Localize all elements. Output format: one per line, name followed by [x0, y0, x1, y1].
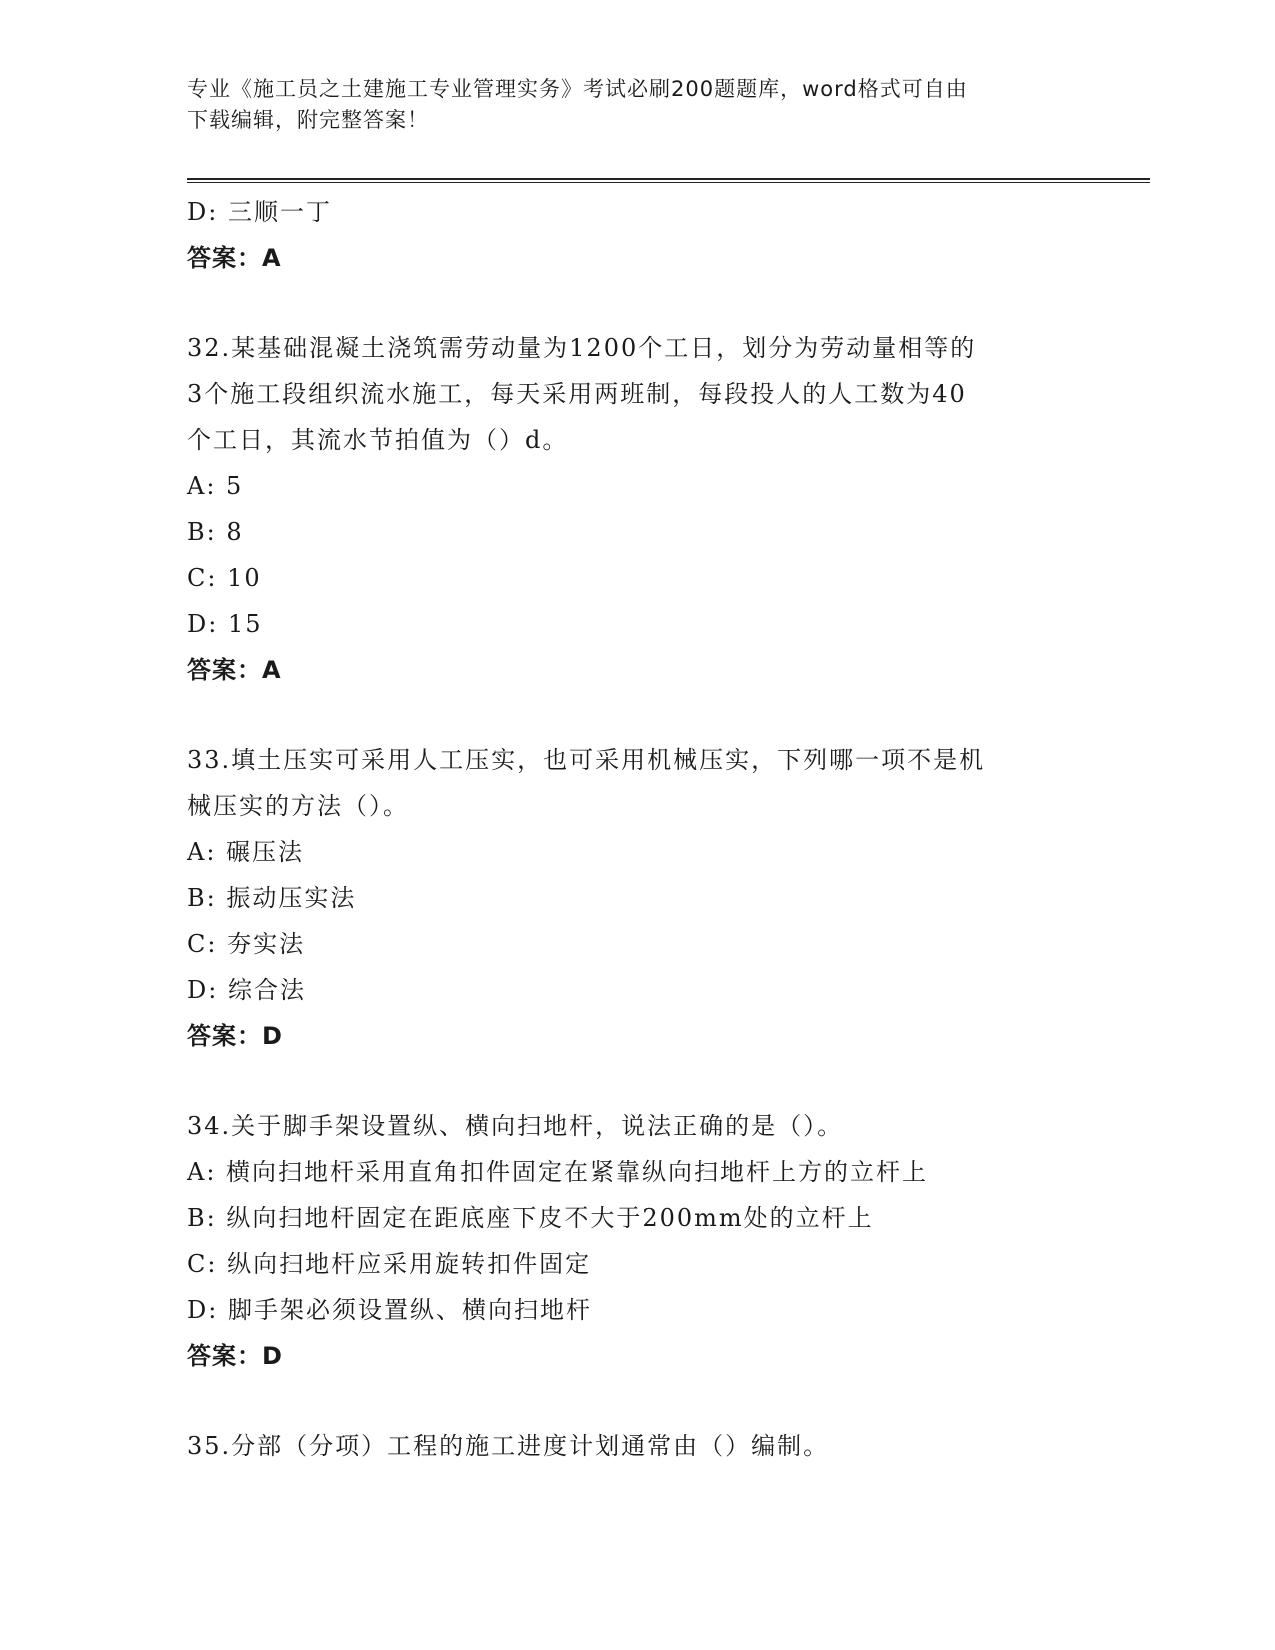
header-line-1: 专业《施工员之土建施工专业管理实务》考试必刷200题题库，word格式可自由	[187, 77, 968, 101]
spacer	[187, 1059, 1087, 1103]
question-stem-line: 35.分部（分项）工程的施工进度计划通常由（）编制。	[187, 1432, 830, 1460]
spacer	[187, 1379, 1087, 1423]
option-c: C: 夯实法	[187, 930, 306, 958]
header-line-2: 下载编辑，附完整答案！	[187, 108, 429, 132]
question-stem-line: 3个施工段组织流水施工，每天采用两班制，每段投人的人工数为40	[187, 380, 967, 408]
option-b: B: 8	[187, 518, 244, 546]
header-divider	[187, 178, 1150, 183]
option-c: C: 10	[187, 564, 262, 592]
question-stem-line: 械压实的方法（）。	[187, 792, 409, 820]
option-d: D: 综合法	[187, 976, 306, 1004]
option-b: B: 纵向扫地杆固定在距底座下皮不大于200mm处的立杆上	[187, 1204, 874, 1232]
question-32	[187, 325, 1087, 693]
answer-label: 答案：D	[187, 1022, 283, 1050]
question-stem-line: 个工日，其流水节拍值为（）d。	[187, 426, 569, 454]
option-a: A: 横向扫地杆采用直角扣件固定在紧靠纵向扫地杆上方的立杆上	[187, 1158, 929, 1186]
question-stem-line: 33.填土压实可采用人工压实，也可采用机械压实，下列哪一项不是机	[187, 746, 986, 774]
spacer	[187, 693, 1087, 737]
option-a: A: 5	[187, 472, 244, 500]
document-header	[187, 74, 1067, 136]
option-a: A: 碾压法	[187, 838, 305, 866]
answer-label: 答案：D	[187, 1342, 283, 1370]
question-stem-line: 34.关于脚手架设置纵、横向扫地杆，说法正确的是（）。	[187, 1112, 844, 1140]
question-34	[187, 1103, 1087, 1379]
option-b: B: 振动压实法	[187, 884, 357, 912]
spacer	[187, 281, 1087, 325]
question-list	[187, 189, 1087, 1469]
answer-label: 答案：A	[187, 244, 282, 272]
option-d: D: 15	[187, 610, 263, 638]
option-d: D: 三顺一丁	[187, 198, 332, 226]
option-d: D: 脚手架必须设置纵、横向扫地杆	[187, 1296, 592, 1324]
option-c: C: 纵向扫地杆应采用旋转扣件固定	[187, 1250, 592, 1278]
question-35	[187, 1423, 1087, 1469]
question-31-tail	[187, 189, 1087, 281]
question-stem-line: 32.某基础混凝土浇筑需劳动量为1200个工日，划分为劳动量相等的	[187, 334, 977, 362]
question-33	[187, 737, 1087, 1059]
answer-label: 答案：A	[187, 656, 282, 684]
